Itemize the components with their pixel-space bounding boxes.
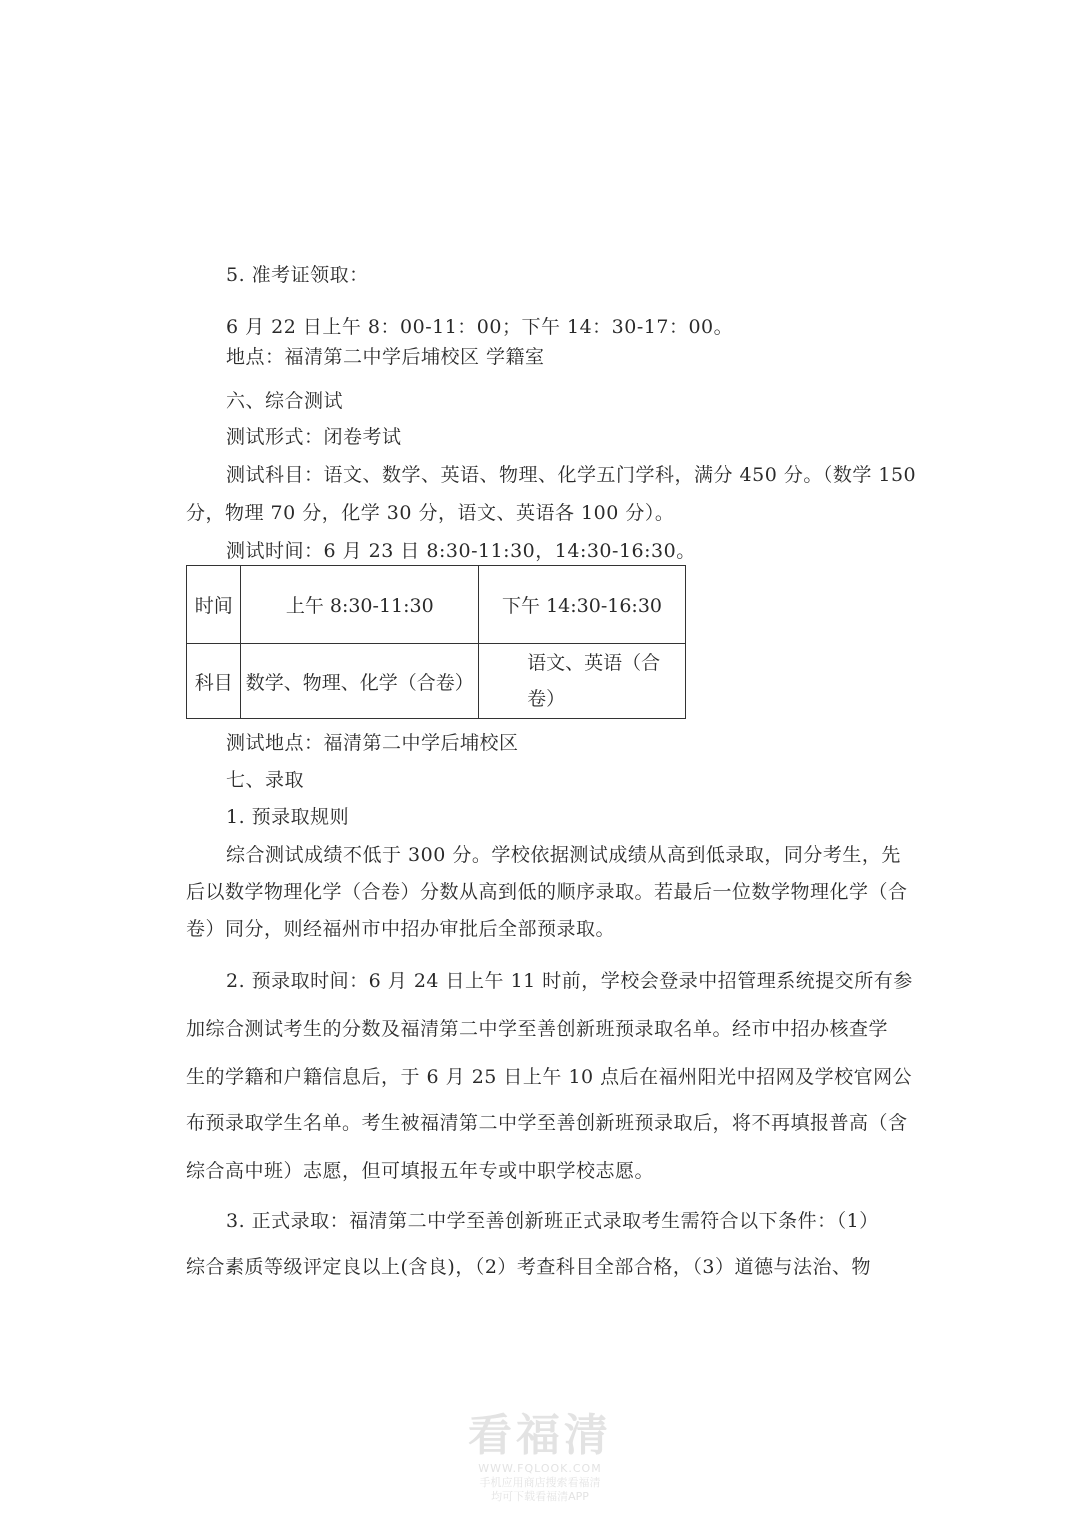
afternoon-subjects-text: 语文、英语（合卷） <box>527 652 661 710</box>
watermark-subline-1: 手机应用商店搜索看福清 <box>479 1476 601 1489</box>
pre-admission-time-line4: 布预录取学生名单。考生被福清第二中学至善创新班预录取后，将不再填报普高（含 <box>186 1112 908 1134</box>
test-subjects-line2: 分，物理 70 分，化学 30 分，语文、英语各 100 分）。 <box>186 502 675 524</box>
test-location: 测试地点：福清第二中学后埔校区 <box>226 732 519 754</box>
pre-admission-time-line3: 生的学籍和户籍信息后，于 6 月 25 日上午 10 点后在福州阳光中招网及学校官网公 <box>186 1066 913 1088</box>
section-seven-heading: 七、录取 <box>226 769 305 791</box>
formal-admission-line1: 3. 正式录取：福清第二中学至善创新班正式录取考生需符合以下条件：（1） <box>226 1210 879 1232</box>
pre-admission-time-line5: 综合高中班）志愿，但可填报五年专或中职学校志愿。 <box>186 1160 655 1182</box>
table-row <box>187 566 686 644</box>
rules-line1: 综合测试成绩不低于 300 分。学校依据测试成绩从高到低录取，同分考生，先 <box>226 844 901 866</box>
afternoon-subjects-cell <box>479 644 686 719</box>
test-time: 测试时间：6 月 23 日 8:30-11:30，14:30-16:30。 <box>226 540 696 562</box>
formal-admission-line2: 综合素质等级评定良以上(含良)，（2）考查科目全部合格，（3）道德与法治、物 <box>186 1256 872 1278</box>
admission-ticket-heading: 5. 准考证领取： <box>226 264 369 286</box>
watermark <box>440 1410 640 1504</box>
admission-ticket-location: 地点：福清第二中学后埔校区 学籍室 <box>226 346 545 368</box>
pre-admission-time-line1: 2. 预录取时间：6 月 24 日上午 11 时前，学校会登录中招管理系统提交所有参 <box>226 970 913 992</box>
watermark-subline-2: 均可下载看福清APP <box>491 1490 589 1503</box>
rules-line2: 后以数学物理化学（合卷）分数从高到低的顺序录取。若最后一位数学物理化学（合 <box>186 881 908 903</box>
pre-admission-rules-heading: 1. 预录取规则 <box>226 806 350 828</box>
test-subjects-line1: 测试科目：语文、数学、英语、物理、化学五门学科，满分 450 分。（数学 150 <box>226 464 917 486</box>
watermark-title: 看福清 <box>468 1410 612 1461</box>
table-row <box>187 644 686 719</box>
morning-subjects-cell: 数学、物理、化学（合卷） <box>241 644 479 719</box>
pre-admission-time-line2: 加综合测试考生的分数及福清第二中学至善创新班预录取名单。经市中招办核查学 <box>186 1018 889 1040</box>
test-format: 测试形式：闭卷考试 <box>226 426 402 448</box>
test-schedule-table <box>186 565 686 719</box>
subject-row-label: 科目 <box>187 644 241 719</box>
rules-line3: 卷）同分，则经福州市中招办审批后全部预录取。 <box>186 918 616 940</box>
morning-time-cell: 上午 8:30-11:30 <box>241 566 479 644</box>
time-row-label: 时间 <box>187 566 241 644</box>
section-six-heading: 六、综合测试 <box>226 390 344 412</box>
watermark-url: WWW.FQLOOK.COM <box>478 1462 602 1475</box>
admission-ticket-time: 6 月 22 日上午 8：00-11：00；下午 14：30-17：00。 <box>226 316 734 338</box>
afternoon-time-cell: 下午 14:30-16:30 <box>479 566 686 644</box>
